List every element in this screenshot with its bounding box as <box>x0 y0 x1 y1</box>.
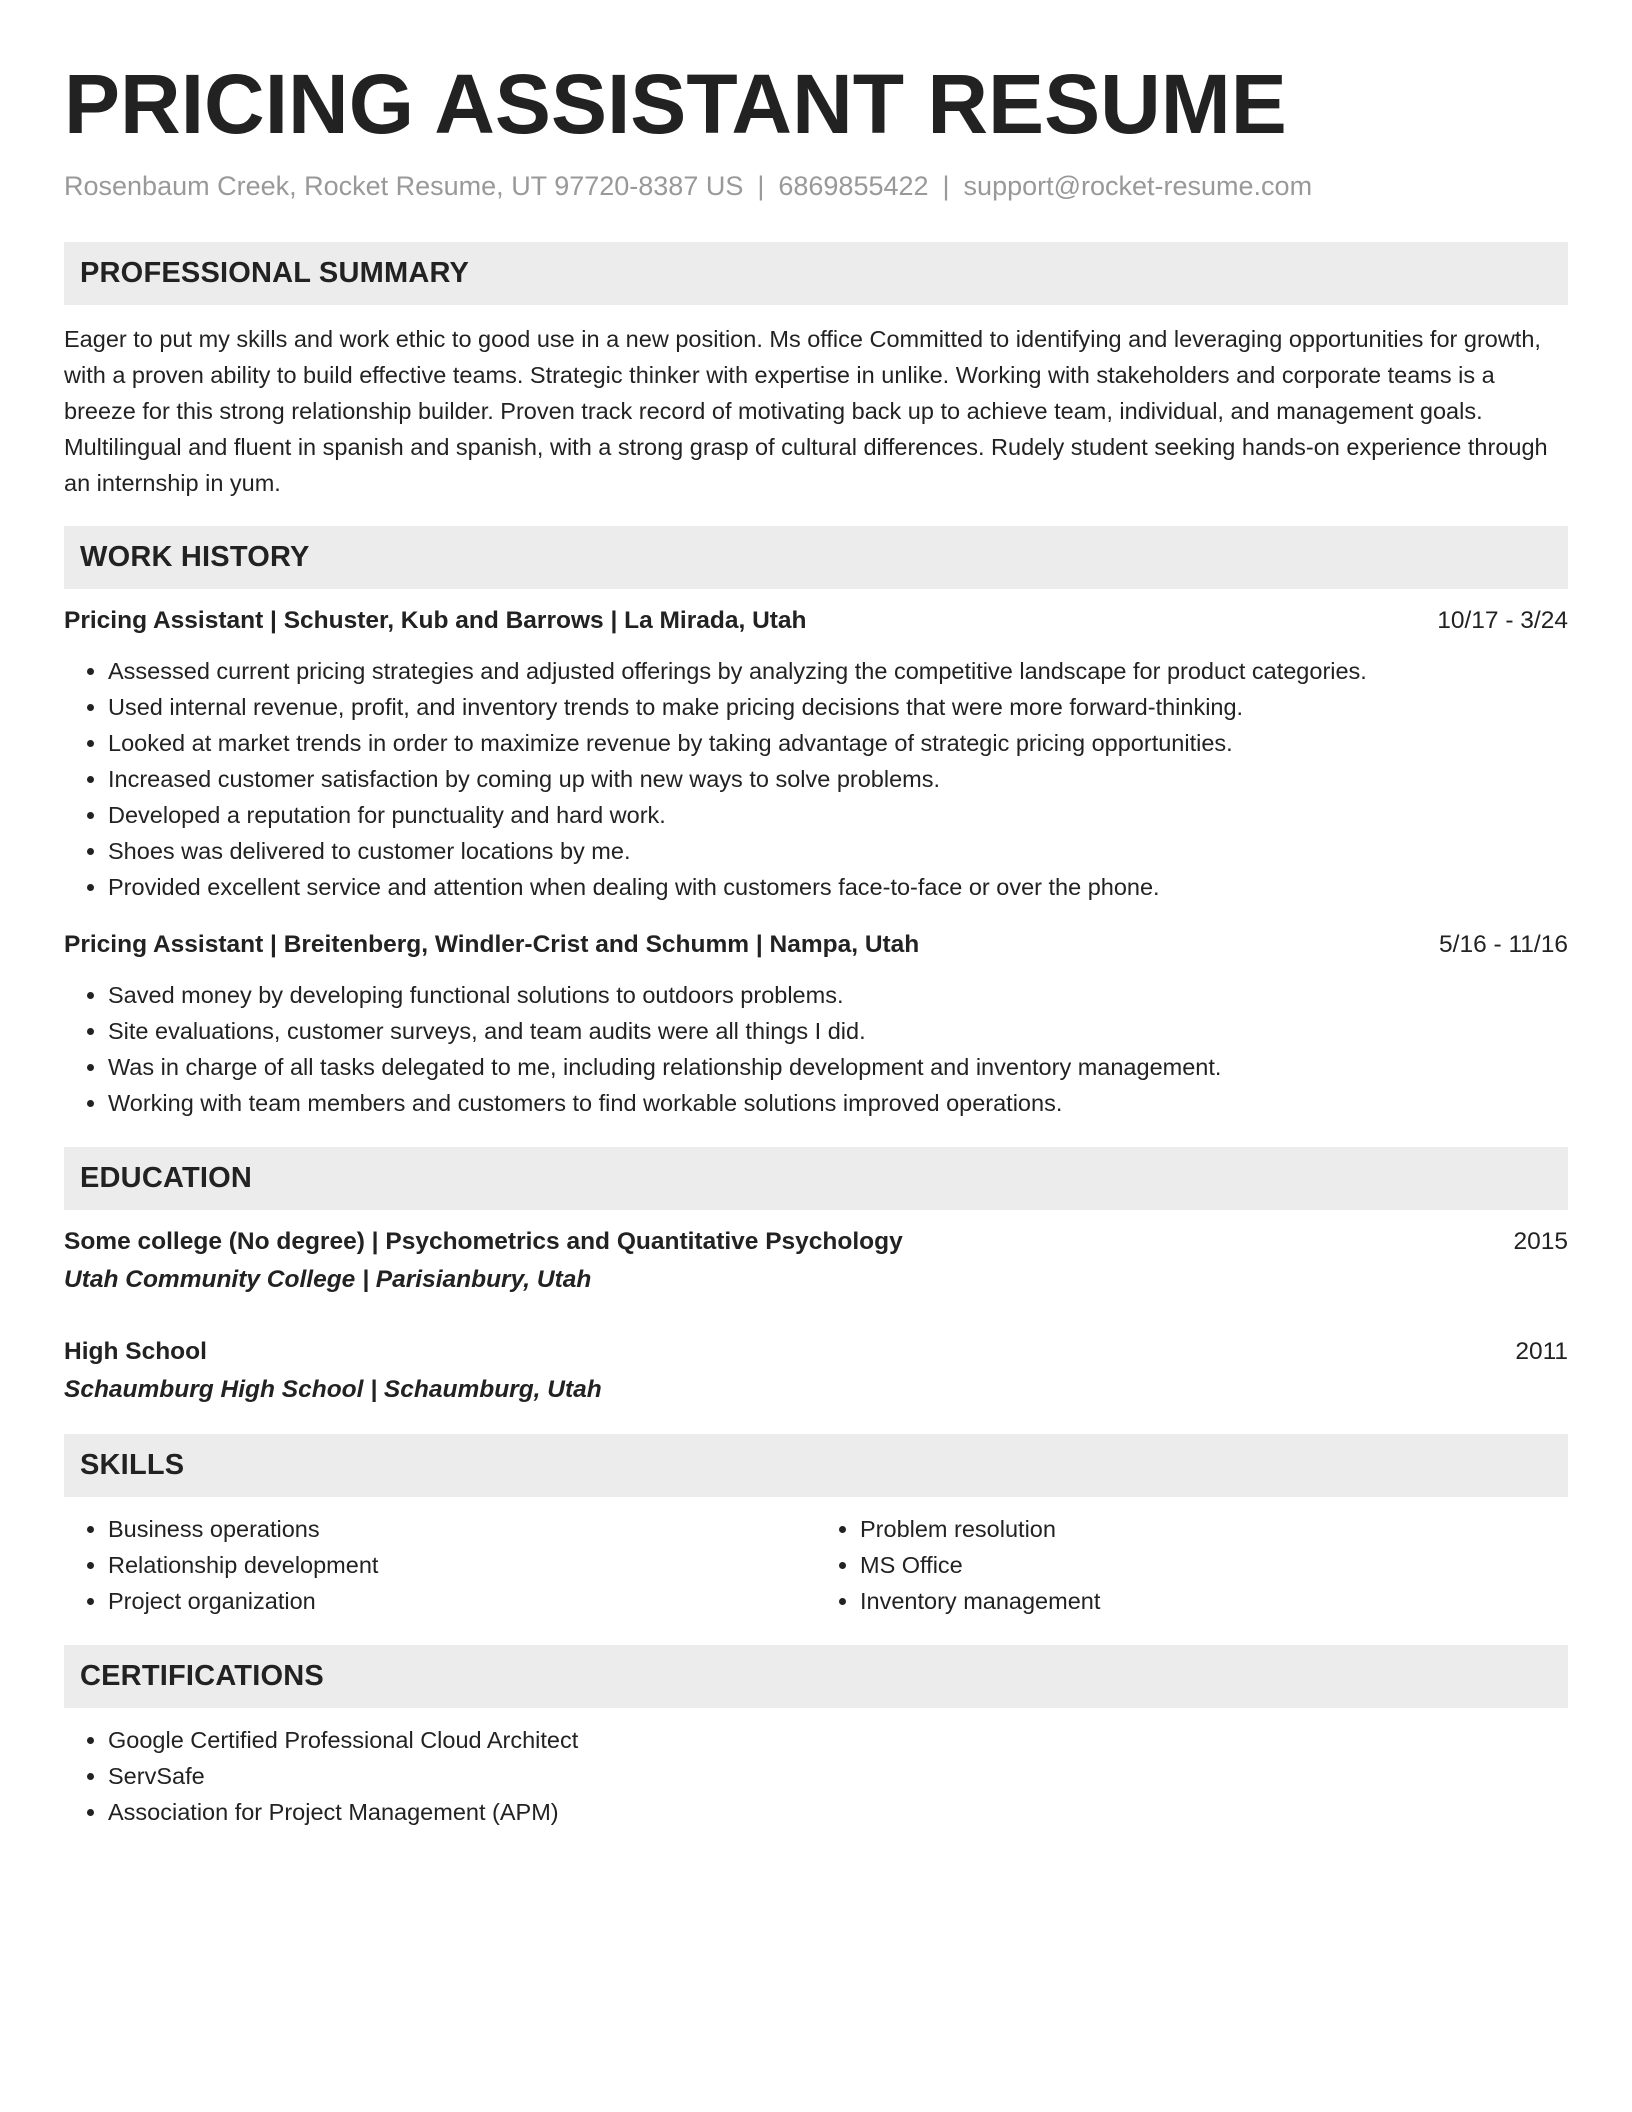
summary-text: Eager to put my skills and work ethic to good use in a new position. Ms office Committed to identifying and leveraging opportunities for growth, with a proven ability to build effective teams. Strategic thinker with expertise in unlike. Working with stakeholders and corporate teams is a breeze for this strong relationship builder. Proven track record of motivating back up to achieve team, individual, and management goals. Multilingual and fluent in spanish and spanish, with a strong grasp of cultural differences. Rudely student seeking hands-on experience through an internship in yum. <box>64 326 1548 496</box>
job-title: Pricing Assistant | Breitenberg, Windler-Crist and Schumm | Nampa, Utah <box>64 931 920 958</box>
education-year: 2011 <box>1515 1338 1568 1365</box>
job-bullet: • Developed a reputation for punctuality and hard work. <box>108 797 1568 833</box>
skills-column-right <box>816 1511 1568 1619</box>
skill-item: • Business operations <box>108 1511 816 1547</box>
certification-item: • Google Certified Professional Cloud Architect <box>108 1722 1568 1758</box>
job-bullet: • Saved money by developing functional solutions to outdoors problems. <box>108 977 1568 1013</box>
contact-email: support@rocket-resume.com <box>963 171 1313 201</box>
certification-item: • ServSafe <box>108 1758 1568 1794</box>
certification-item: • Association for Project Management (APM) <box>108 1794 1568 1830</box>
skill-item: • Project organization <box>108 1583 816 1619</box>
section-heading-certifications: CERTIFICATIONS <box>64 1645 1568 1708</box>
section-heading-summary: PROFESSIONAL SUMMARY <box>64 242 1568 305</box>
education-degree: High School <box>64 1338 207 1365</box>
job-bullet: • Provided excellent service and attention when dealing with customers face-to-face or over the phone. <box>108 869 1568 905</box>
job-bullet: • Assessed current pricing strategies and adjusted offerings by analyzing the competitive landscape for product categories. <box>108 653 1568 689</box>
section-heading-education: EDUCATION <box>64 1147 1568 1210</box>
contact-address: Rosenbaum Creek, Rocket Resume, UT 97720-8387 US <box>64 171 744 201</box>
job-bullet: • Was in charge of all tasks delegated to me, including relationship development and inventory management. <box>108 1049 1568 1085</box>
skills-grid <box>64 1511 1568 1619</box>
section-heading-skills: SKILLS <box>64 1434 1568 1497</box>
job-bullet: • Working with team members and customers to find workable solutions improved operations. <box>108 1085 1568 1121</box>
skills-column-left <box>64 1511 816 1619</box>
job-header <box>64 927 1568 963</box>
resume-title: PRICING ASSISTANT RESUME <box>64 57 1287 151</box>
section-heading-work-history: WORK HISTORY <box>64 526 1568 589</box>
education-degree: Some college (No degree) | Psychometrics and Quantitative Psychology <box>64 1228 903 1255</box>
skill-item: • Relationship development <box>108 1547 816 1583</box>
education-entry <box>64 1334 1568 1408</box>
job-dates: 10/17 - 3/24 <box>1437 607 1568 634</box>
contact-separator: | <box>757 171 765 201</box>
job-title: Pricing Assistant | Schuster, Kub and Barrows | La Mirada, Utah <box>64 607 807 634</box>
skill-item: • Inventory management <box>860 1583 1568 1619</box>
contact-separator: | <box>942 171 950 201</box>
education-header <box>64 1334 1568 1370</box>
contact-line <box>64 168 1568 204</box>
job-bullet: • Used internal revenue, profit, and inventory trends to make pricing decisions that were more forward-thinking. <box>108 689 1568 725</box>
certifications-list <box>64 1722 1568 1830</box>
skill-item: • MS Office <box>860 1547 1568 1583</box>
job-bullet: • Site evaluations, customer surveys, and team audits were all things I did. <box>108 1013 1568 1049</box>
education-header <box>64 1224 1568 1260</box>
job-entry <box>64 603 1568 905</box>
education-year: 2015 <box>1513 1228 1568 1255</box>
job-bullet-list <box>64 977 1568 1121</box>
job-entry <box>64 927 1568 1121</box>
skill-item: • Problem resolution <box>860 1511 1568 1547</box>
education-school: Schaumburg High School | Schaumburg, Utah <box>64 1376 602 1403</box>
job-bullet: • Looked at market trends in order to maximize revenue by taking advantage of strategic pricing opportunities. <box>108 725 1568 761</box>
job-dates: 5/16 - 11/16 <box>1439 931 1568 958</box>
education-entry <box>64 1224 1568 1298</box>
job-bullet-list <box>64 653 1568 905</box>
job-header <box>64 603 1568 639</box>
education-school: Utah Community College | Parisianbury, Utah <box>64 1266 592 1293</box>
contact-phone: 6869855422 <box>778 171 929 201</box>
job-bullet: • Shoes was delivered to customer locations by me. <box>108 833 1568 869</box>
job-bullet: • Increased customer satisfaction by coming up with new ways to solve problems. <box>108 761 1568 797</box>
